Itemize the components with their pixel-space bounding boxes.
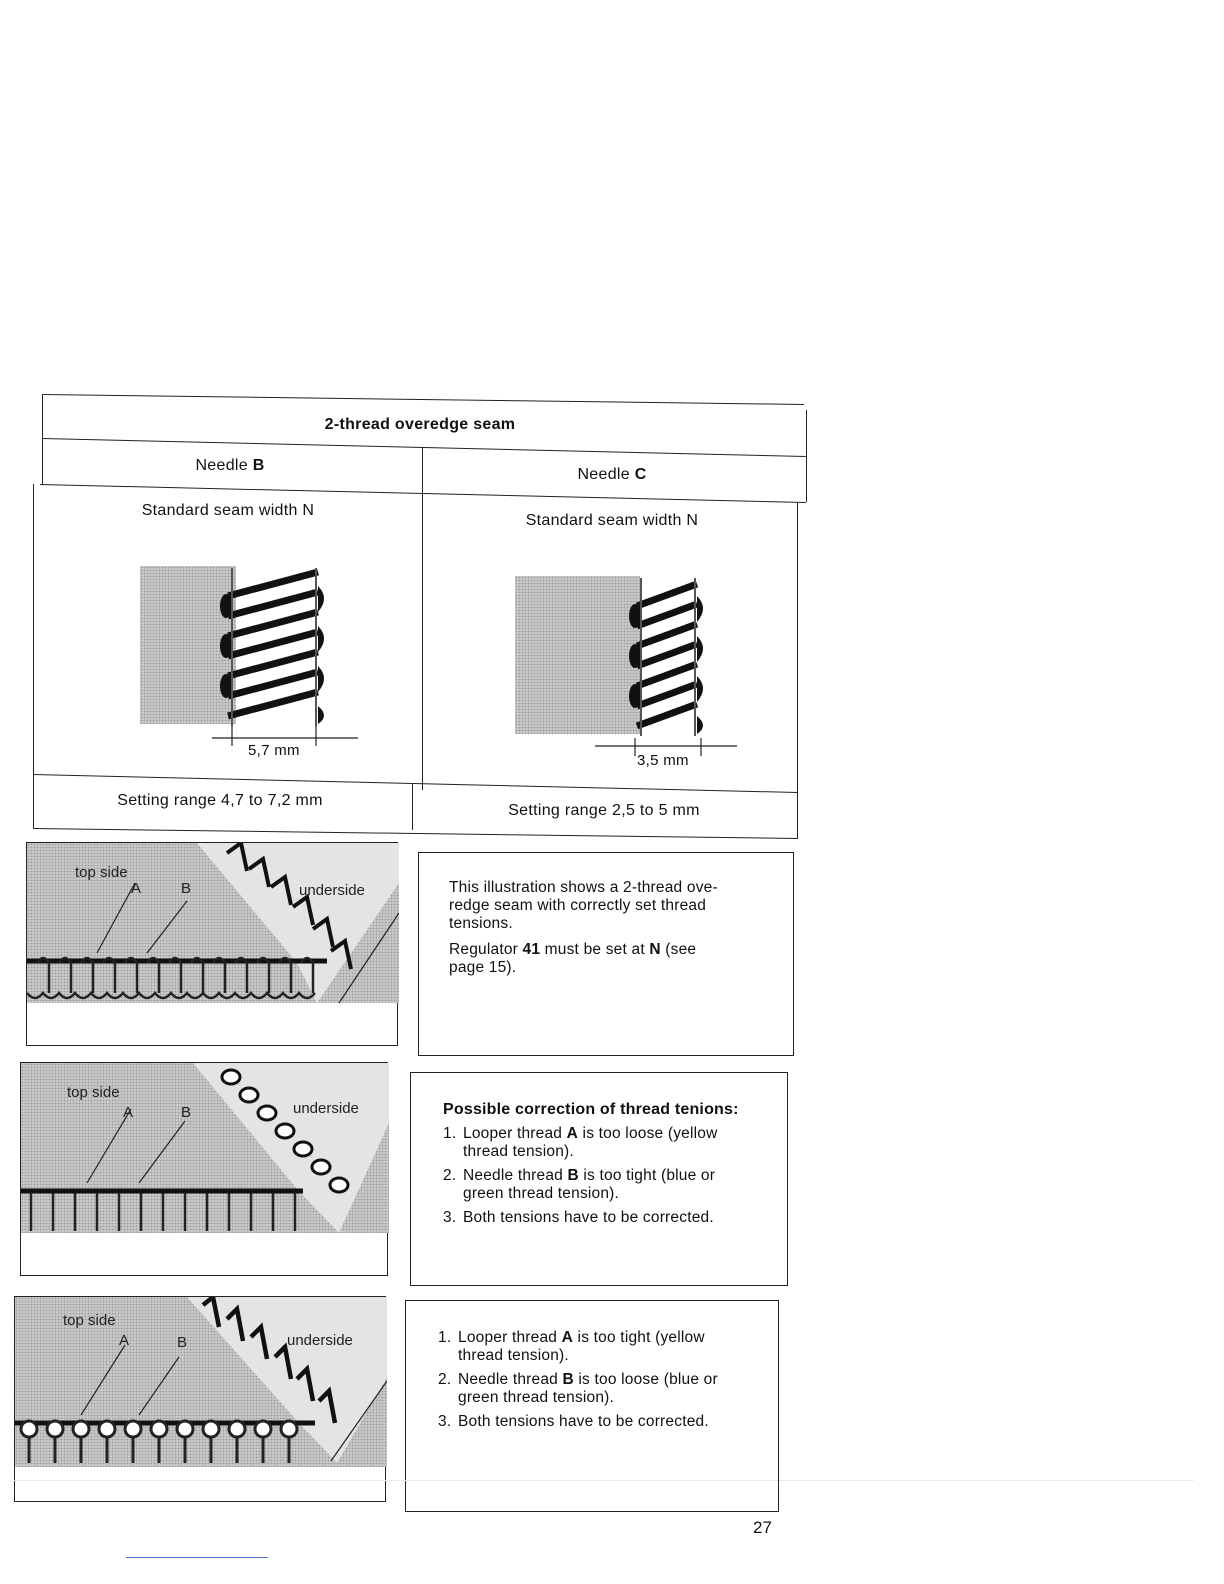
needle-b-measure: 5,7 mm — [248, 742, 300, 759]
column-divider-2 — [412, 784, 413, 830]
scan-line — [14, 1480, 1194, 1481]
column-divider — [422, 448, 423, 790]
needle-b-header: Needle B — [195, 457, 265, 474]
list-item: 2. Needle thread B is too loose (blue or green thread tension). — [438, 1371, 718, 1406]
panel-correction-text — [443, 1101, 779, 1233]
label-underside: underside — [293, 1100, 359, 1117]
seam-illustration-correct — [26, 842, 398, 1046]
table-title: 2-thread overedge seam — [324, 416, 516, 433]
needle-c-measure: 3,5 mm — [637, 752, 689, 769]
label-b: B — [181, 1104, 192, 1121]
label-b: B — [177, 1334, 188, 1351]
seam-graphic — [15, 1297, 387, 1503]
list-item: 1. Looper thread A is too loose (yellow thread tension). — [443, 1125, 718, 1160]
label-a: A — [119, 1332, 130, 1349]
list-item: 1. Looper thread A is too tight (yellow thread tension). — [438, 1329, 705, 1364]
label-top-side: top side — [67, 1084, 120, 1101]
seam-graphic — [27, 843, 399, 1047]
label-underside: underside — [299, 882, 365, 899]
label-top-side: top side — [75, 864, 128, 881]
needle-c-header: Needle C — [577, 466, 647, 483]
needle-c-seam-diagram — [515, 576, 739, 756]
needle-c-width-label: Standard seam width N — [525, 512, 699, 529]
page-number: 27 — [753, 1518, 772, 1537]
label-b: B — [181, 880, 192, 897]
table-left-line-2 — [33, 484, 34, 828]
needle-b-width-label: Standard seam width N — [141, 502, 315, 519]
label-a: A — [131, 880, 142, 897]
bottom-rule — [126, 1557, 268, 1558]
seam-illustration-looper-loose — [20, 1062, 388, 1276]
panel-correction-looper-loose — [410, 1072, 788, 1286]
list-item: 2. Needle thread B is too tight (blue or green thread tension). — [443, 1167, 716, 1202]
needle-b-setting-range: Setting range 4,7 to 7,2 mm — [117, 792, 323, 809]
panel-correct-tension — [418, 852, 794, 1056]
table-right-line-2 — [797, 502, 798, 838]
list-item: 3. Both tensions have to be corrected. — [443, 1209, 714, 1226]
overedge-stitch-graphic — [140, 566, 364, 746]
seam-graphic — [21, 1063, 389, 1277]
panel-correct-text: This illustration shows a 2-thread ove- redge seam with correctly set thread tensions. Regulator 41 must be set at N (see page 15). — [449, 879, 718, 976]
list-item: 3. Both tensions have to be corrected. — [438, 1413, 709, 1430]
seam-illustration-looper-tight — [14, 1296, 386, 1502]
panel-correction-text — [438, 1329, 770, 1437]
needle-c-setting-range: Setting range 2,5 to 5 mm — [508, 802, 700, 819]
correction-heading: Possible correction of thread tenions: — [443, 1101, 739, 1118]
label-top-side: top side — [63, 1312, 116, 1329]
table-right-line — [806, 410, 807, 502]
label-underside: underside — [287, 1332, 353, 1349]
label-a: A — [123, 1104, 134, 1121]
overedge-stitch-graphic — [515, 576, 739, 756]
needle-b-seam-diagram — [140, 566, 364, 746]
